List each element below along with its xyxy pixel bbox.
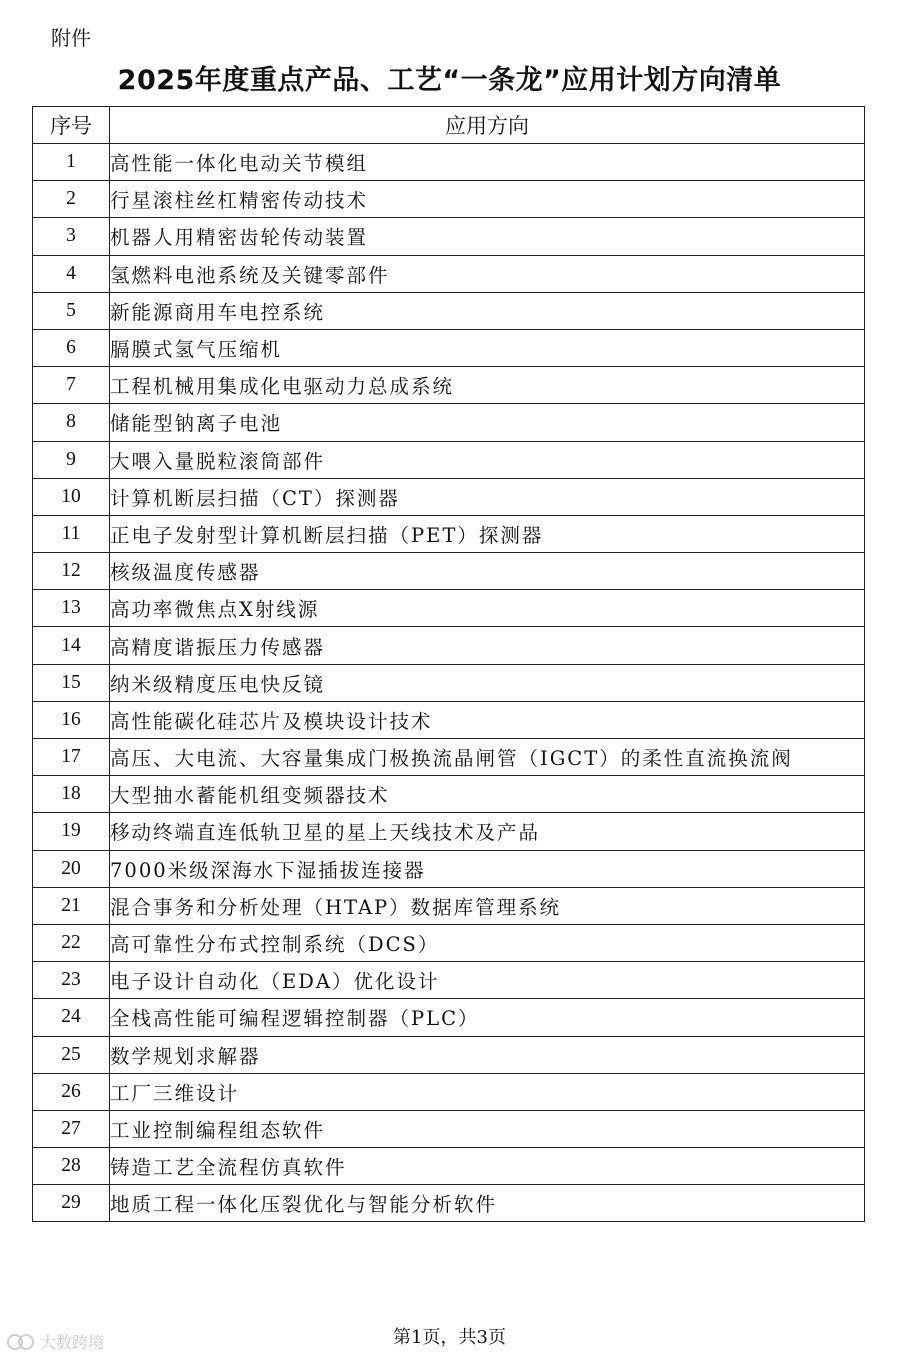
table-row: [33, 924, 865, 961]
table-row: [33, 1073, 865, 1110]
row-number: 4: [33, 255, 110, 292]
row-number: 16: [33, 701, 110, 738]
row-number: 25: [33, 1036, 110, 1073]
row-number: 10: [33, 478, 110, 515]
header-no: 序号: [33, 107, 110, 144]
table-row: [33, 1185, 865, 1222]
row-number: 29: [33, 1185, 110, 1222]
row-number: 26: [33, 1073, 110, 1110]
row-number: 20: [33, 850, 110, 887]
table-row: [33, 367, 865, 404]
row-number: 19: [33, 813, 110, 850]
table-row: [33, 813, 865, 850]
row-direction: 新能源商用车电控系统: [110, 292, 865, 329]
row-direction: 混合事务和分析处理（HTAP）数据库管理系统: [110, 887, 865, 924]
row-direction: 高性能一体化电动关节模组: [110, 144, 865, 181]
watermark: [6, 1330, 104, 1353]
table-row: [33, 329, 865, 366]
watermark-text: 大数跨境: [40, 1333, 105, 1352]
row-number: 6: [33, 329, 110, 366]
table-row: [33, 292, 865, 329]
row-direction: 机器人用精密齿轮传动装置: [110, 218, 865, 255]
row-direction: 高可靠性分布式控制系统（DCS）: [110, 924, 865, 961]
row-direction: 移动终端直连低轨卫星的星上天线技术及产品: [110, 813, 865, 850]
row-number: 17: [33, 739, 110, 776]
row-number: 22: [33, 924, 110, 961]
table-row: [33, 441, 865, 478]
row-number: 15: [33, 664, 110, 701]
row-direction: 电子设计自动化（EDA）优化设计: [110, 962, 865, 999]
row-number: 9: [33, 441, 110, 478]
table-row: [33, 627, 865, 664]
row-number: 8: [33, 404, 110, 441]
row-direction: 工业控制编程组态软件: [110, 1110, 865, 1147]
row-direction: 正电子发射型计算机断层扫描（PET）探测器: [110, 515, 865, 552]
row-direction: 高性能碳化硅芯片及模块设计技术: [110, 701, 865, 738]
row-number: 23: [33, 962, 110, 999]
row-direction: 数学规划求解器: [110, 1036, 865, 1073]
row-number: 2: [33, 181, 110, 218]
page-footer: 第1页，共3页: [393, 1327, 506, 1348]
table-row: [33, 1110, 865, 1147]
row-number: 27: [33, 1110, 110, 1147]
table-row: [33, 144, 865, 181]
table-row: [33, 478, 865, 515]
row-number: 3: [33, 218, 110, 255]
row-direction: 膈膜式氢气压缩机: [110, 329, 865, 366]
row-number: 5: [33, 292, 110, 329]
table-row: [33, 1148, 865, 1185]
row-direction: 铸造工艺全流程仿真软件: [110, 1148, 865, 1185]
row-number: 11: [33, 515, 110, 552]
row-number: 13: [33, 590, 110, 627]
row-direction: 行星滚柱丝杠精密传动技术: [110, 181, 865, 218]
table-row: [33, 962, 865, 999]
row-direction: 高精度谐振压力传感器: [110, 627, 865, 664]
table-row: [33, 701, 865, 738]
row-direction: 7000米级深海水下湿插拔连接器: [110, 850, 865, 887]
table-row: [33, 181, 865, 218]
table-row: [33, 515, 865, 552]
table-row: [33, 664, 865, 701]
table-row: [33, 739, 865, 776]
row-direction: 全栈高性能可编程逻辑控制器（PLC）: [110, 999, 865, 1036]
row-number: 24: [33, 999, 110, 1036]
row-number: 12: [33, 553, 110, 590]
row-number: 21: [33, 887, 110, 924]
table-row: [33, 887, 865, 924]
logo-watermark-icon: [6, 1331, 36, 1353]
row-direction: 纳米级精度压电快反镜: [110, 664, 865, 701]
page-title: 2025年度重点产品、工艺“一条龙”应用计划方向清单: [117, 65, 782, 96]
table-row: [33, 590, 865, 627]
table-header-row: [33, 107, 865, 144]
row-direction: 核级温度传感器: [110, 553, 865, 590]
row-direction: 工程机械用集成化电驱动力总成系统: [110, 367, 865, 404]
direction-table: [32, 106, 865, 1222]
table-row: [33, 553, 865, 590]
table-row: [33, 850, 865, 887]
attachment-label: 附件: [51, 26, 91, 50]
row-direction: 大喂入量脱粒滚筒部件: [110, 441, 865, 478]
table-row: [33, 404, 865, 441]
row-direction: 地质工程一体化压裂优化与智能分析软件: [110, 1185, 865, 1222]
row-direction: 储能型钠离子电池: [110, 404, 865, 441]
table-row: [33, 776, 865, 813]
table-row: [33, 999, 865, 1036]
table-row: [33, 218, 865, 255]
row-number: 1: [33, 144, 110, 181]
row-number: 14: [33, 627, 110, 664]
row-direction: 高功率微焦点X射线源: [110, 590, 865, 627]
row-number: 28: [33, 1148, 110, 1185]
row-direction: 大型抽水蓄能机组变频器技术: [110, 776, 865, 813]
table-row: [33, 255, 865, 292]
row-direction: 氢燃料电池系统及关键零部件: [110, 255, 865, 292]
row-direction: 高压、大电流、大容量集成门极换流晶闸管（IGCT）的柔性直流换流阀: [110, 739, 865, 776]
row-direction: 计算机断层扫描（CT）探测器: [110, 478, 865, 515]
table-row: [33, 1036, 865, 1073]
header-direction: 应用方向: [110, 107, 865, 144]
row-number: 18: [33, 776, 110, 813]
row-direction: 工厂三维设计: [110, 1073, 865, 1110]
row-number: 7: [33, 367, 110, 404]
